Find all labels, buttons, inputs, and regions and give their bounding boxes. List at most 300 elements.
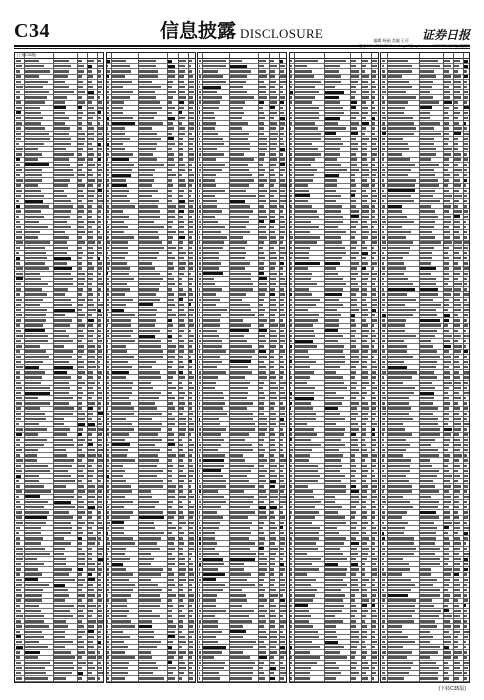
table-cell [167,579,174,581]
table-cell [107,288,108,290]
table-cell [382,392,385,394]
table-cell [16,662,21,664]
table-cell [290,262,291,264]
table-cell [78,480,82,482]
table-cell [420,231,432,233]
table-cell [294,470,318,472]
table-cell [78,330,83,332]
table-cell [259,70,266,72]
table-cell [107,75,109,78]
table-cell [107,646,109,648]
table-cell [188,506,193,508]
table-cell [324,387,347,389]
table-cell [361,210,368,212]
table-cell [107,350,108,352]
table-cell [388,418,413,420]
table-cell [167,501,173,503]
table-cell [178,413,183,415]
table-cell [290,174,292,176]
table-cell [420,599,432,601]
table-cell [371,516,375,518]
table-cell [167,288,172,290]
table-cell [420,361,437,363]
table-cell [138,91,155,93]
table-cell [16,407,21,409]
table-cell [25,428,47,430]
table-cell [388,656,407,658]
table-cell [350,184,355,186]
table-cell [371,677,374,679]
table-cell [324,573,346,575]
table-cell [350,262,359,264]
table-cell [324,636,337,638]
table-cell [167,366,172,368]
table-cell [25,293,47,295]
table-cell [464,335,469,337]
table-cell [259,133,264,135]
table-cell [107,568,108,570]
table-cell [107,677,108,679]
table-cell [199,75,201,77]
table-cell [388,553,415,555]
table-cell [54,309,75,312]
table-cell [259,216,267,218]
table-cell [88,91,94,94]
table-cell [350,459,355,461]
table-cell [420,133,441,135]
table-cell [98,330,101,332]
table-cell [382,548,385,550]
table-cell [230,589,242,591]
table-cell [444,548,449,550]
table-cell [294,672,309,674]
table-cell [464,470,468,472]
table-cell [78,184,85,186]
table-cell [54,605,74,607]
table-cell [78,283,85,285]
table-cell [25,615,44,617]
table-cell [167,96,173,98]
table-cell [290,584,291,586]
table-cell [167,423,175,425]
table-cell [25,553,50,555]
table-cell [78,319,82,321]
table-cell [203,60,226,62]
table-cell [167,70,175,72]
table-cell [350,350,359,352]
table-cell [111,252,127,254]
table-cell [420,465,432,467]
table-cell [294,314,319,316]
table-cell [371,610,376,612]
table-cell [290,278,292,280]
table-cell [382,226,385,228]
table-cell [324,672,340,674]
table-cell [454,273,460,275]
table-cell [25,656,38,658]
table-cell [203,428,226,430]
table-cell [78,86,84,88]
table-cell [230,241,248,243]
table-cell [54,672,73,674]
table-cell [454,293,460,295]
table-cell [324,563,337,566]
table-cell [167,65,175,68]
table-cell [371,631,374,633]
table-cell [188,96,193,98]
table-cell [454,148,458,150]
table-cell [444,179,449,181]
table-cell [78,247,82,249]
table-cell [178,496,186,498]
table-cell [107,96,109,98]
table-cell [25,319,47,321]
table-cell [454,107,458,109]
table-cell [280,169,285,171]
table-cell [382,288,384,290]
table-cell [138,205,158,207]
table-cell [16,382,21,384]
table-cell [138,190,158,192]
table-cell [371,656,377,658]
table-cell [203,553,219,555]
table-cell [178,65,185,67]
table-cell [54,662,73,664]
table-cell [454,247,462,249]
table-cell [454,584,460,586]
table-cell [203,299,220,301]
table-cell [464,117,468,119]
table-cell [280,236,284,238]
table-cell [25,475,40,477]
table-cell [371,682,377,683]
table-cell [111,112,123,114]
table-cell [178,610,182,612]
table-cell [371,267,374,269]
table-cell [324,459,341,461]
table-cell [138,273,160,275]
table-cell [420,548,440,550]
table-cell [203,402,225,404]
table-cell [294,475,320,477]
table-cell [25,210,41,212]
table-cell [420,210,436,212]
table-cell [444,210,449,212]
table-cell [259,599,268,601]
table-cell [270,200,277,202]
table-cell [54,387,70,389]
table-cell [454,407,461,409]
table-cell [382,563,384,565]
table-cell [259,335,265,337]
table-cell [111,656,134,658]
table-cell [178,589,183,591]
table-cell [107,304,109,306]
table-cell [290,96,292,98]
table-cell [324,465,341,467]
table-cell [98,65,103,67]
table-cell [361,589,367,591]
table-cell [78,257,82,259]
table-cell [350,81,358,83]
table-cell [16,527,20,529]
table-cell [388,189,415,192]
table-cell [388,584,416,586]
table-cell [111,506,124,508]
table-cell [54,91,74,93]
table-cell [230,511,255,513]
table-cell [203,216,215,218]
table-cell [324,210,341,212]
table-cell [88,527,92,529]
table-cell [371,366,376,368]
table-cell [107,309,109,311]
table-cell [290,459,291,461]
table-cell [280,589,285,591]
table-cell [294,620,309,622]
table-cell [270,304,276,306]
table-cell [290,236,292,238]
table-cell [464,579,468,581]
table-cell [280,231,286,233]
table-cell [16,210,22,212]
table-cell [178,465,184,467]
table-cell [350,319,355,321]
table-cell [230,329,249,332]
table-cell [188,179,194,181]
table-cell [270,299,276,301]
table-cell [388,366,408,369]
table-cell [78,625,84,627]
table-cell [16,309,21,311]
table-cell [290,548,292,550]
table-cell [98,350,103,352]
table-cell [454,262,459,264]
table-cell [420,309,436,311]
table-cell [107,594,108,596]
table-cell [178,283,182,285]
table-cell [199,542,201,545]
table-cell [107,496,108,498]
table-cell [16,444,20,446]
table-cell [444,387,449,389]
table-cell [178,439,182,441]
table-cell [54,252,67,254]
table-cell [167,75,175,77]
table-cell [107,589,109,591]
table-cell [138,579,151,581]
table-cell [107,454,109,456]
table-cell [444,117,449,119]
table-cell [382,454,385,456]
table-cell [382,210,384,212]
table-cell [464,402,468,404]
table-cell [371,589,377,591]
table-cell [98,231,100,233]
table-cell [88,127,95,129]
table-cell [294,221,311,223]
table-cell [382,620,385,622]
table-cell [382,86,386,88]
table-cell [16,340,21,342]
table-cell [280,184,286,186]
table-cell [290,470,291,472]
table-cell [294,158,315,160]
table-cell [54,361,70,363]
table-cell [361,314,368,316]
table-cell [230,449,254,451]
table-cell [420,620,435,622]
table-cell [230,407,247,409]
table-cell [54,340,73,342]
table-cell [350,293,355,295]
table-cell [178,216,183,218]
table-cell [388,433,412,435]
table-cell [230,314,255,316]
table-cell [178,298,182,301]
table-cell [230,459,245,461]
table-cell [138,490,151,492]
table-cell [78,101,86,103]
table-cell [188,376,194,378]
table-cell [324,610,342,612]
table-cell [16,158,21,161]
table-cell [454,480,458,482]
table-cell [280,366,284,368]
table-cell [199,527,201,529]
table-cell [16,594,22,596]
table-cell [350,413,358,415]
table-cell [361,133,365,135]
table-cell [454,101,458,103]
table-cell [88,563,95,565]
table-cell [107,148,109,150]
table-cell [16,350,20,352]
table-cell [290,496,291,498]
table-cell [361,107,367,109]
table-cell [16,111,21,114]
table-cell [78,413,85,415]
table-cell [350,70,359,72]
table-cell [259,465,264,467]
table-cell [464,184,466,186]
table-cell [324,267,336,269]
table-cell [188,496,193,498]
table-cell [138,428,161,430]
table-cell [16,501,20,503]
table-cell [350,599,355,601]
table-cell [454,651,462,653]
table-cell [138,589,162,591]
table-cell [454,376,460,378]
table-cell [382,153,385,155]
table-cell [203,672,219,674]
table-cell [444,615,452,617]
table-cell [78,127,82,129]
table-cell [382,267,385,269]
table-cell [16,101,21,103]
table-cell [54,522,71,524]
table-cell [259,641,264,643]
table-cell [199,563,201,566]
table-cell [178,392,185,394]
table-cell [188,631,194,633]
table-cell [54,496,74,498]
table-cell [350,563,358,566]
table-cell [54,371,67,374]
table-cell [454,371,459,373]
table-cell [138,470,163,472]
table-cell [270,350,274,352]
table-cell [138,330,160,332]
table-cell [98,189,102,192]
table-cell [464,65,468,68]
table-cell [464,86,467,88]
table-cell [382,573,386,575]
table-cell [270,594,278,596]
table-cell [454,366,460,368]
table-cell [420,527,438,529]
table-cell [111,221,124,223]
table-cell [420,496,431,498]
table-cell [107,599,108,601]
table-cell [259,511,266,513]
table-cell [107,247,108,249]
table-cell [167,299,174,301]
table-cell [270,475,277,477]
table-cell [230,304,250,306]
table-cell [324,195,341,197]
table-cell [350,215,359,218]
table-cell [388,293,407,295]
table-cell [259,485,264,487]
table-cell [203,444,221,446]
table-cell [98,625,102,627]
table-cell [78,542,82,544]
table-cell [454,226,460,228]
table-cell [16,107,22,109]
table-cell [444,153,452,155]
table-cell [16,241,23,243]
table-cell [324,148,340,150]
table-cell [167,465,173,467]
table-cell [388,490,412,492]
table-cell [199,345,200,347]
table-cell [290,646,291,649]
table-cell [294,127,317,129]
table-cell [88,138,94,140]
table-cell [107,164,108,166]
table-cell [382,387,385,389]
table-cell [259,231,266,233]
table-cell [259,96,267,98]
table-cell [98,314,103,316]
table-cell [270,267,275,269]
table-cell [107,169,108,171]
table-cell [199,625,200,627]
table-cell [138,620,152,622]
table-cell [199,148,201,150]
table-cell [420,314,437,316]
table-cell [259,589,265,591]
table-cell [382,594,386,596]
table-cell [178,371,183,374]
table-cell [167,537,175,539]
table-cell [420,651,438,653]
table-cell [199,465,201,467]
table-cell [371,584,375,586]
table-cell [138,615,159,617]
